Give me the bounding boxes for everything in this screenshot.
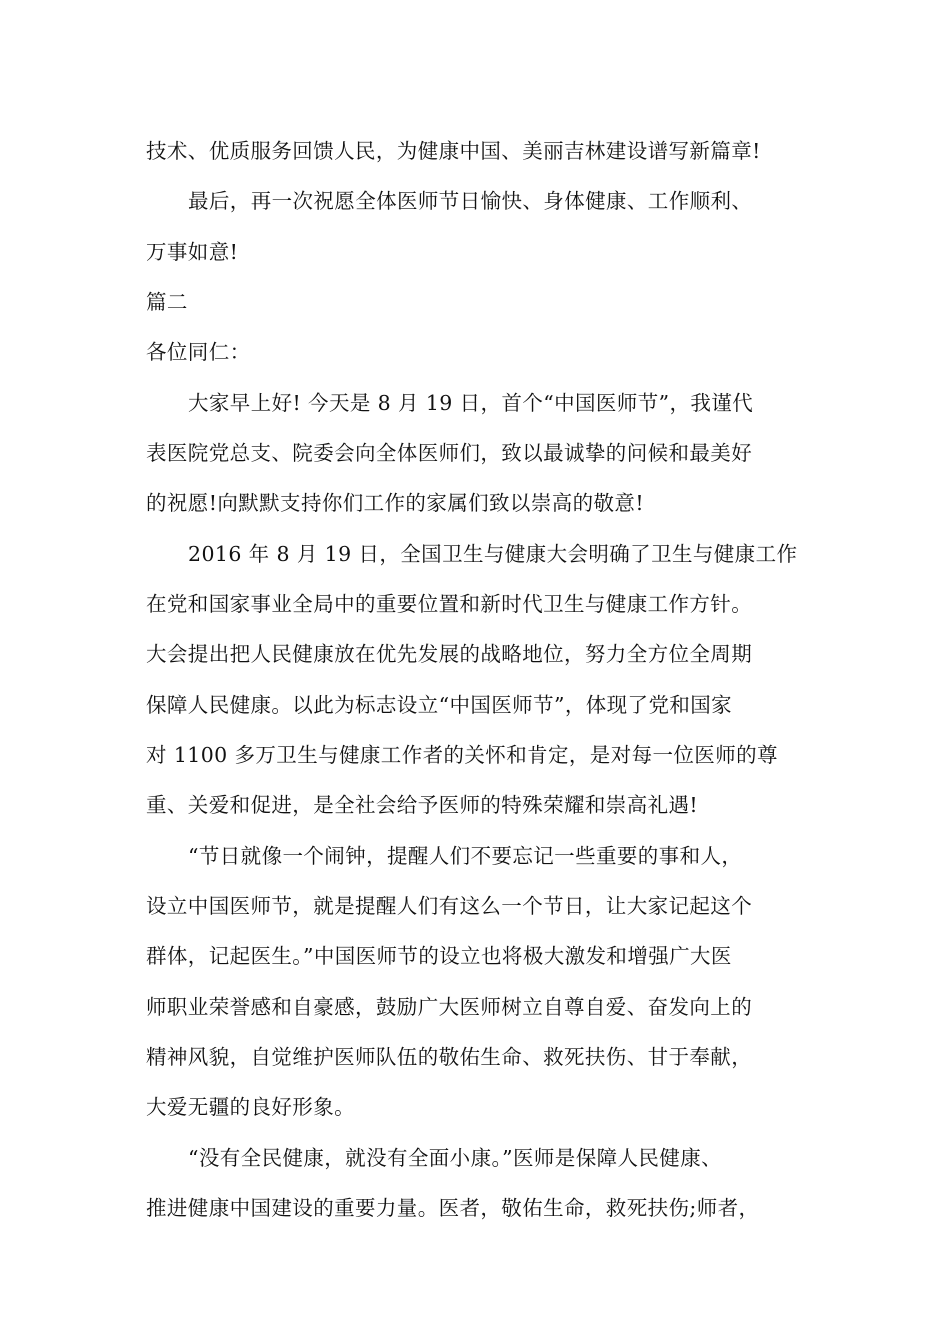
text-line: 在党和国家事业全局中的重要位置和新时代卫生与健康工作方针。 — [146, 592, 753, 616]
text-line: 万事如意! — [146, 240, 239, 264]
text-line: 大家早上好! 今天是 8 月 19 日，首个“中国医师节”，我谨代 — [188, 391, 754, 415]
text-line: 技术、优质服务回馈人民，为健康中国、美丽吉林建设谱写新篇章! — [146, 139, 761, 163]
salutation: 各位同仁： — [146, 340, 251, 364]
section-heading: 篇二 — [146, 290, 188, 314]
text-line: 大爱无疆的良好形象。 — [146, 1095, 355, 1119]
text-line: 2016 年 8 月 19 日，全国卫生与健康大会明确了卫生与健康工作 — [188, 542, 798, 566]
text-line: 的祝愿!向默默支持你们工作的家属们致以崇高的敬意! — [146, 491, 644, 515]
text-line: 表医院党总支、院委会向全体医师们，致以最诚挚的问候和最美好 — [146, 441, 753, 465]
text-line: 保障人民健康。以此为标志设立“中国医师节”，体现了党和国家 — [146, 693, 733, 717]
text-line: 精神风貌，自觉维护医师队伍的敬佑生命、救死扶伤、甘于奉献， — [146, 1045, 753, 1069]
text-line: 群体，记起医生。”中国医师节的设立也将极大激发和增强广大医 — [146, 944, 732, 968]
text-line: 大会提出把人民健康放在优先发展的战略地位，努力全方位全周期 — [146, 642, 753, 666]
text-line: 重、关爱和促进，是全社会给予医师的特殊荣耀和崇高礼遇! — [146, 793, 699, 817]
text-line: “节日就像一个闹钟，提醒人们不要忘记一些重要的事和人， — [188, 844, 743, 868]
text-line: 对 1100 多万卫生与健康工作者的关怀和肯定，是对每一位医师的尊 — [146, 743, 778, 767]
text-line: 推进健康中国建设的重要力量。医者，敬佑生命，救死扶伤;师者， — [146, 1196, 760, 1220]
text-line: 设立中国医师节，就是提醒人们有这么一个节日，让大家记起这个 — [146, 894, 753, 918]
text-line: 最后，再一次祝愿全体医师节日愉快、身体健康、工作顺利、 — [188, 189, 753, 213]
text-line: 师职业荣誉感和自豪感，鼓励广大医师树立自尊自爱、奋发向上的 — [146, 995, 753, 1019]
text-line: “没有全民健康，就没有全面小康。”医师是保障人民健康、 — [188, 1146, 723, 1170]
